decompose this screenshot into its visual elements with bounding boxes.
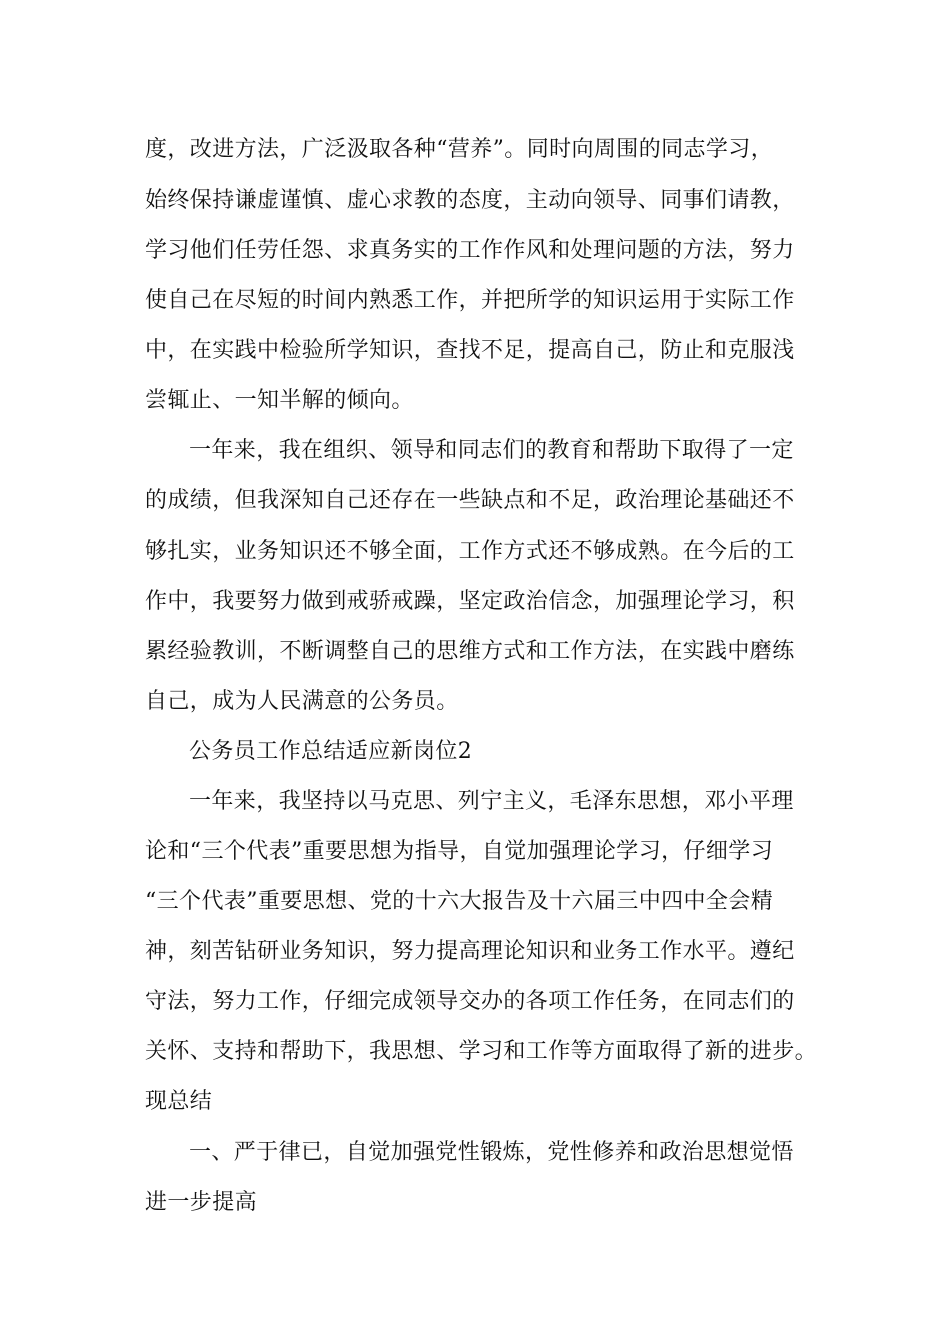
numbered-heading: 一、严于律已，自觉加强党性锻炼，党性修养和政治思想觉悟 <box>189 1140 794 1165</box>
text-line: 中，在实践中检验所学知识，查找不足，提高自己，防止和克服浅 <box>145 338 795 363</box>
text-line: 作中，我要努力做到戒骄戒躁，坚定政治信念，加强理论学习，积 <box>145 589 795 614</box>
section-heading: 公务员工作总结适应新岗位2 <box>189 739 473 764</box>
text-line: 进一步提高 <box>145 1190 258 1215</box>
text-line: 使自己在尽短的时间内熟悉工作，并把所学的知识运用于实际工作 <box>145 288 795 313</box>
paragraph-first-line: 一年来，我在组织、领导和同志们的教育和帮助下取得了一定 <box>189 438 794 463</box>
text-line: “三个代表”重要思想、党的十六大报告及十六届三中四中全会精 <box>145 889 774 914</box>
text-line: 学习他们任劳任怨、求真务实的工作作风和处理问题的方法，努力 <box>145 238 795 263</box>
text-line: 度，改进方法，广泛汲取各种“营养”。同时向周围的同志学习， <box>145 137 774 162</box>
text-line: 尝辄止、一知半解的倾向。 <box>145 388 414 413</box>
text-line: 守法，努力工作，仔细完成领导交办的各项工作任务，在同志们的 <box>145 989 795 1014</box>
text-line: 够扎实，业务知识还不够全面，工作方式还不够成熟。在今后的工 <box>145 539 795 564</box>
text-line: 论和“三个代表”重要思想为指导，自觉加强理论学习，仔细学习 <box>145 839 774 864</box>
text-line: 的成绩，但我深知自己还存在一些缺点和不足，政治理论基础还不 <box>145 488 795 513</box>
text-line: 关怀、支持和帮助下，我思想、学习和工作等方面取得了新的进步。 <box>145 1039 818 1064</box>
text-line: 累经验教训，不断调整自己的思维方式和工作方法，在实践中磨练 <box>145 639 795 664</box>
paragraph-first-line: 一年来，我坚持以马克思、列宁主义，毛泽东思想，邓小平理 <box>189 789 794 814</box>
text-line: 自己，成为人民满意的公务员。 <box>145 689 459 714</box>
text-line: 现总结 <box>145 1089 213 1114</box>
text-line: 始终保持谦虚谨慎、虚心求教的态度，主动向领导、同事们请教， <box>145 188 795 213</box>
text-line: 神，刻苦钻研业务知识，努力提高理论知识和业务工作水平。遵纪 <box>145 939 795 964</box>
